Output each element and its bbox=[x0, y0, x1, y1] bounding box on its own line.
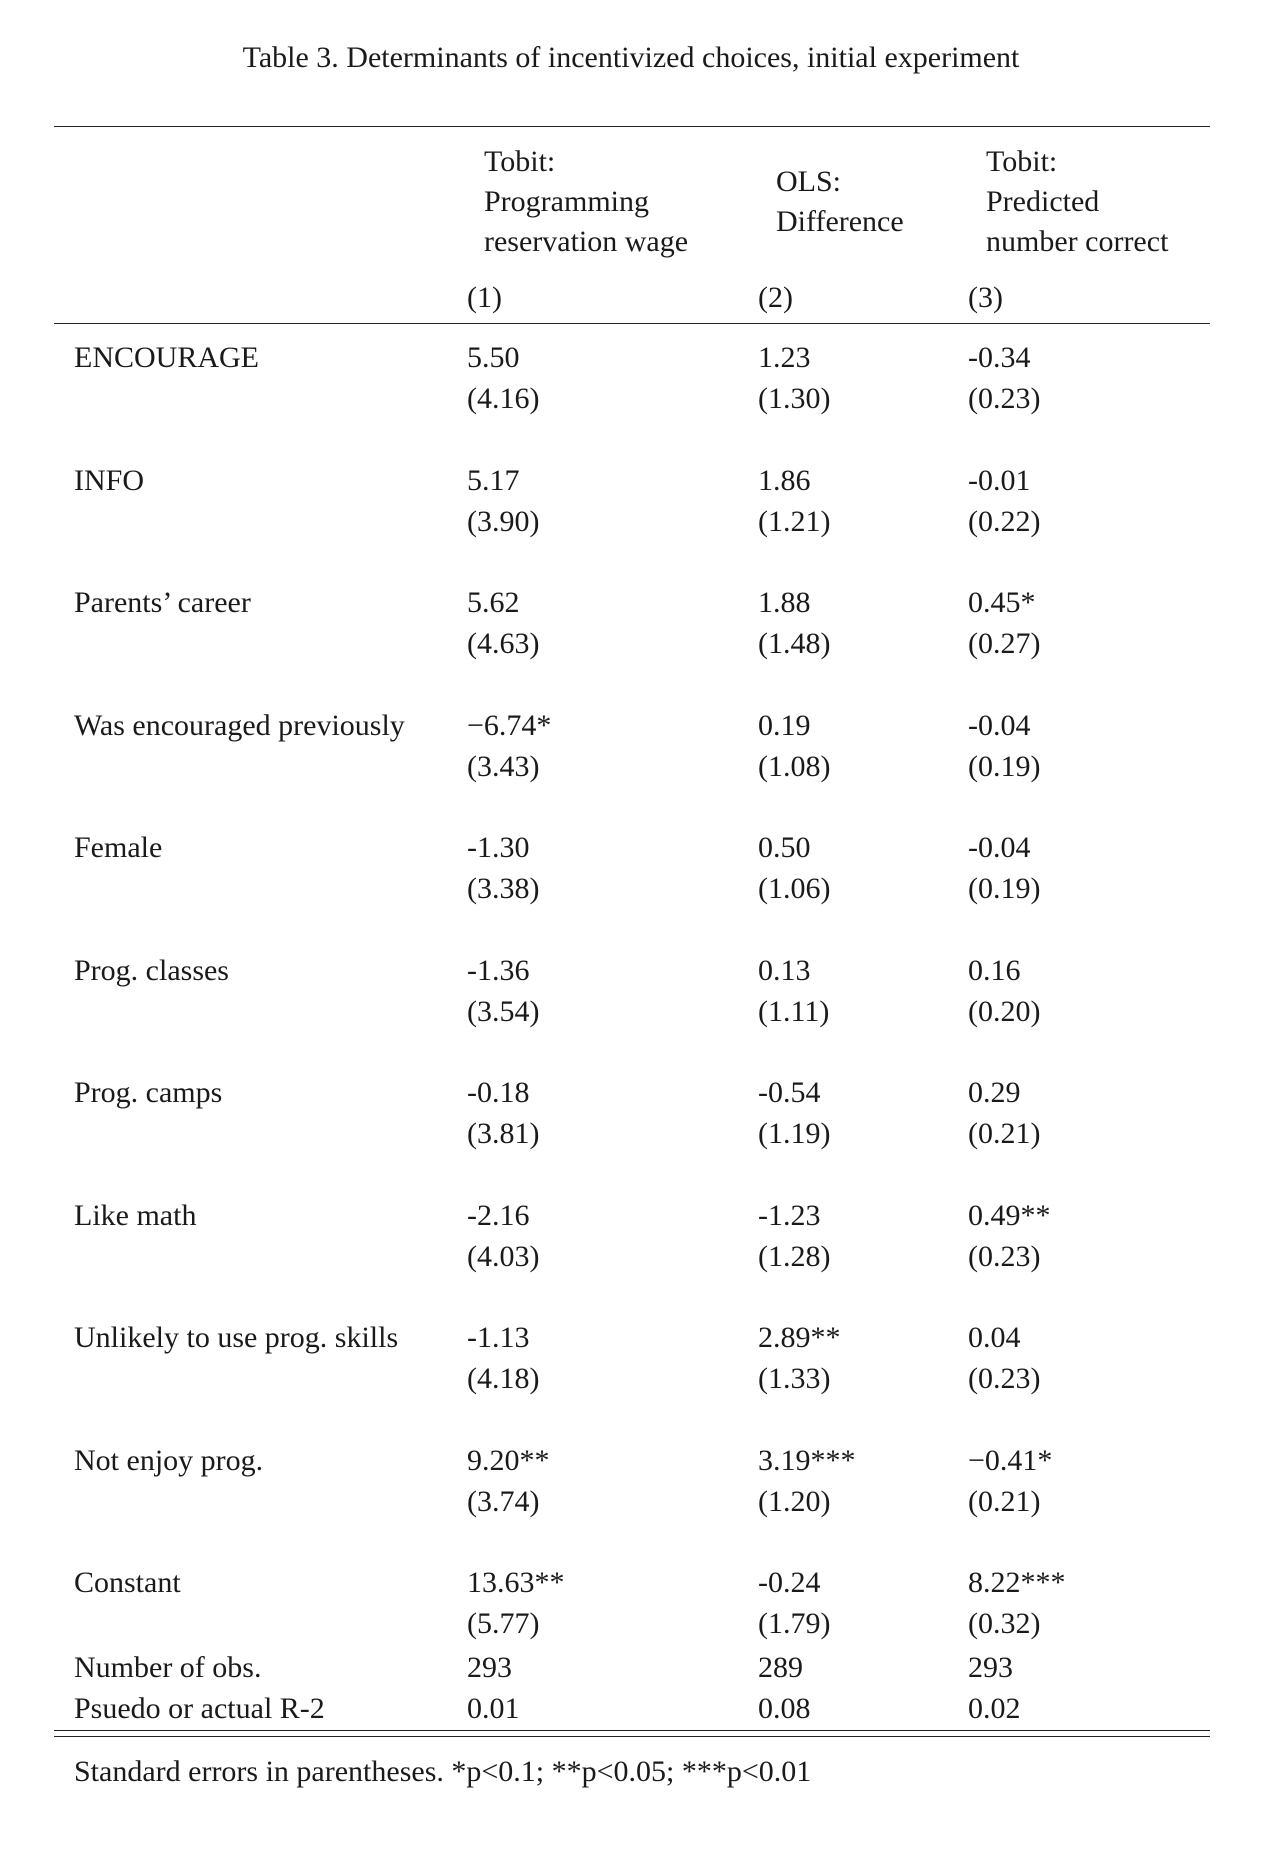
standard-error-cell: (0.23) bbox=[968, 382, 1041, 415]
coefficient-cell: -0.54 bbox=[758, 1076, 821, 1109]
column-header-line: Predicted bbox=[986, 185, 1100, 218]
row-label: Prog. camps bbox=[74, 1076, 223, 1109]
row-label: Parents’ career bbox=[74, 586, 251, 619]
standard-error-cell: (0.27) bbox=[968, 627, 1041, 660]
standard-error-cell: (0.21) bbox=[968, 1484, 1041, 1518]
standard-error-cell: (4.03) bbox=[467, 1239, 540, 1273]
coefficient-cell: 9.20** bbox=[467, 1443, 550, 1477]
bottom-rule-2 bbox=[54, 1736, 1210, 1737]
stats-value: 0.01 bbox=[467, 1692, 520, 1725]
coefficient-cell: -1.30 bbox=[467, 831, 530, 864]
column-number-2: (2) bbox=[758, 281, 793, 314]
stats-value: 289 bbox=[758, 1651, 803, 1684]
row-label: Prog. classes bbox=[74, 953, 229, 987]
standard-error-cell: (1.79) bbox=[758, 1607, 831, 1640]
column-header-line: number correct bbox=[986, 225, 1169, 258]
column-number-1: (1) bbox=[467, 281, 502, 314]
coefficient-cell: −6.74* bbox=[467, 708, 552, 742]
coefficient-cell: -2.16 bbox=[467, 1198, 530, 1232]
stats-value: 0.02 bbox=[968, 1692, 1021, 1725]
coefficient-cell: 0.16 bbox=[968, 953, 1021, 987]
row-label: INFO bbox=[74, 463, 145, 497]
coefficient-cell: -1.23 bbox=[758, 1198, 821, 1232]
standard-error-cell: (3.38) bbox=[467, 872, 540, 905]
column-header-line: Programming bbox=[484, 185, 649, 218]
standard-error-cell: (1.20) bbox=[758, 1484, 831, 1518]
row-label: Like math bbox=[74, 1198, 197, 1232]
standard-error-cell: (1.33) bbox=[758, 1362, 831, 1395]
coefficient-cell: -0.34 bbox=[968, 341, 1031, 374]
standard-error-cell: (1.08) bbox=[758, 749, 831, 783]
standard-error-cell: (4.63) bbox=[467, 627, 540, 660]
coefficient-cell: 0.49** bbox=[968, 1198, 1051, 1232]
row-label: Female bbox=[74, 831, 163, 864]
standard-error-cell: (1.19) bbox=[758, 1117, 831, 1150]
coefficient-cell: -1.13 bbox=[467, 1321, 530, 1354]
standard-error-cell: (0.23) bbox=[968, 1239, 1041, 1273]
stats-value: 293 bbox=[968, 1651, 1013, 1684]
standard-error-cell: (3.81) bbox=[467, 1117, 540, 1150]
standard-error-cell: (0.23) bbox=[968, 1362, 1041, 1395]
column-header-line: OLS: bbox=[776, 165, 842, 198]
standard-error-cell: (3.54) bbox=[467, 994, 540, 1028]
coefficient-cell: 5.50 bbox=[467, 341, 520, 374]
table-footnote: Standard errors in parentheses. *p<0.1; **p<0.05; ***p<0.01 bbox=[74, 1755, 812, 1788]
row-label: ENCOURAGE bbox=[74, 341, 259, 374]
coefficient-cell: 1.23 bbox=[758, 341, 811, 374]
standard-error-cell: (0.19) bbox=[968, 872, 1041, 905]
coefficient-cell: 0.50 bbox=[758, 831, 811, 864]
coefficient-cell: 0.29 bbox=[968, 1076, 1021, 1109]
coefficient-cell: -1.36 bbox=[467, 953, 530, 987]
row-label: Constant bbox=[74, 1566, 181, 1599]
row-label: Not enjoy prog. bbox=[74, 1443, 264, 1477]
coefficient-cell: 8.22*** bbox=[968, 1566, 1066, 1599]
coefficient-cell: 1.86 bbox=[758, 463, 811, 497]
header-rule bbox=[54, 323, 1210, 324]
column-header-3 bbox=[986, 142, 1168, 262]
coefficient-cell: -0.01 bbox=[968, 463, 1031, 497]
standard-error-cell: (4.18) bbox=[467, 1362, 540, 1395]
table-title: Table 3. Determinants of incentivized choices, initial experiment bbox=[242, 41, 1020, 74]
coefficient-cell: 5.17 bbox=[467, 463, 520, 497]
coefficient-cell: -0.24 bbox=[758, 1566, 821, 1599]
standard-error-cell: (0.19) bbox=[968, 749, 1041, 783]
standard-error-cell: (1.21) bbox=[758, 504, 831, 538]
row-label: Unlikely to use prog. skills bbox=[74, 1321, 399, 1354]
column-header-line: reservation wage bbox=[484, 225, 689, 258]
coefficient-cell: 0.45* bbox=[968, 586, 1036, 619]
standard-error-cell: (4.16) bbox=[467, 382, 540, 415]
stats-label: Number of obs. bbox=[74, 1651, 262, 1684]
column-header-2 bbox=[776, 162, 904, 242]
standard-error-cell: (1.11) bbox=[758, 994, 830, 1028]
coefficient-cell: 3.19*** bbox=[758, 1443, 856, 1477]
coefficient-cell: 2.89** bbox=[758, 1321, 841, 1354]
coefficient-cell: 5.62 bbox=[467, 586, 520, 619]
standard-error-cell: (1.48) bbox=[758, 627, 831, 660]
standard-error-cell: (3.74) bbox=[467, 1484, 540, 1518]
column-header-line: Difference bbox=[776, 205, 904, 238]
standard-error-cell: (0.32) bbox=[968, 1607, 1041, 1640]
standard-error-cell: (0.21) bbox=[968, 1117, 1041, 1150]
standard-error-cell: (3.90) bbox=[467, 504, 540, 538]
coefficient-cell: −0.41* bbox=[968, 1443, 1053, 1477]
standard-error-cell: (3.43) bbox=[467, 749, 540, 783]
standard-error-cell: (1.06) bbox=[758, 872, 831, 905]
coefficient-cell: -0.04 bbox=[968, 708, 1031, 742]
column-number-3: (3) bbox=[968, 281, 1003, 314]
row-label: Was encouraged previously bbox=[74, 708, 405, 742]
coefficient-cell: -0.18 bbox=[467, 1076, 530, 1109]
top-rule bbox=[54, 126, 1210, 127]
coefficient-cell: 0.19 bbox=[758, 708, 811, 742]
stats-value: 293 bbox=[467, 1651, 512, 1684]
stats-label: Psuedo or actual R-2 bbox=[74, 1692, 325, 1725]
bottom-rule-1 bbox=[54, 1730, 1210, 1731]
column-header-line: Tobit: bbox=[484, 145, 556, 178]
column-header-1 bbox=[484, 142, 688, 262]
standard-error-cell: (0.20) bbox=[968, 994, 1041, 1028]
standard-error-cell: (1.28) bbox=[758, 1239, 831, 1273]
standard-error-cell: (5.77) bbox=[467, 1607, 540, 1640]
coefficient-cell: 1.88 bbox=[758, 586, 811, 619]
standard-error-cell: (0.22) bbox=[968, 504, 1041, 538]
coefficient-cell: 13.63** bbox=[467, 1566, 565, 1599]
column-header-line: Tobit: bbox=[986, 145, 1058, 178]
coefficient-cell: -0.04 bbox=[968, 831, 1031, 864]
standard-error-cell: (1.30) bbox=[758, 382, 831, 415]
stats-value: 0.08 bbox=[758, 1692, 811, 1725]
coefficient-cell: 0.13 bbox=[758, 953, 811, 987]
coefficient-cell: 0.04 bbox=[968, 1321, 1021, 1354]
